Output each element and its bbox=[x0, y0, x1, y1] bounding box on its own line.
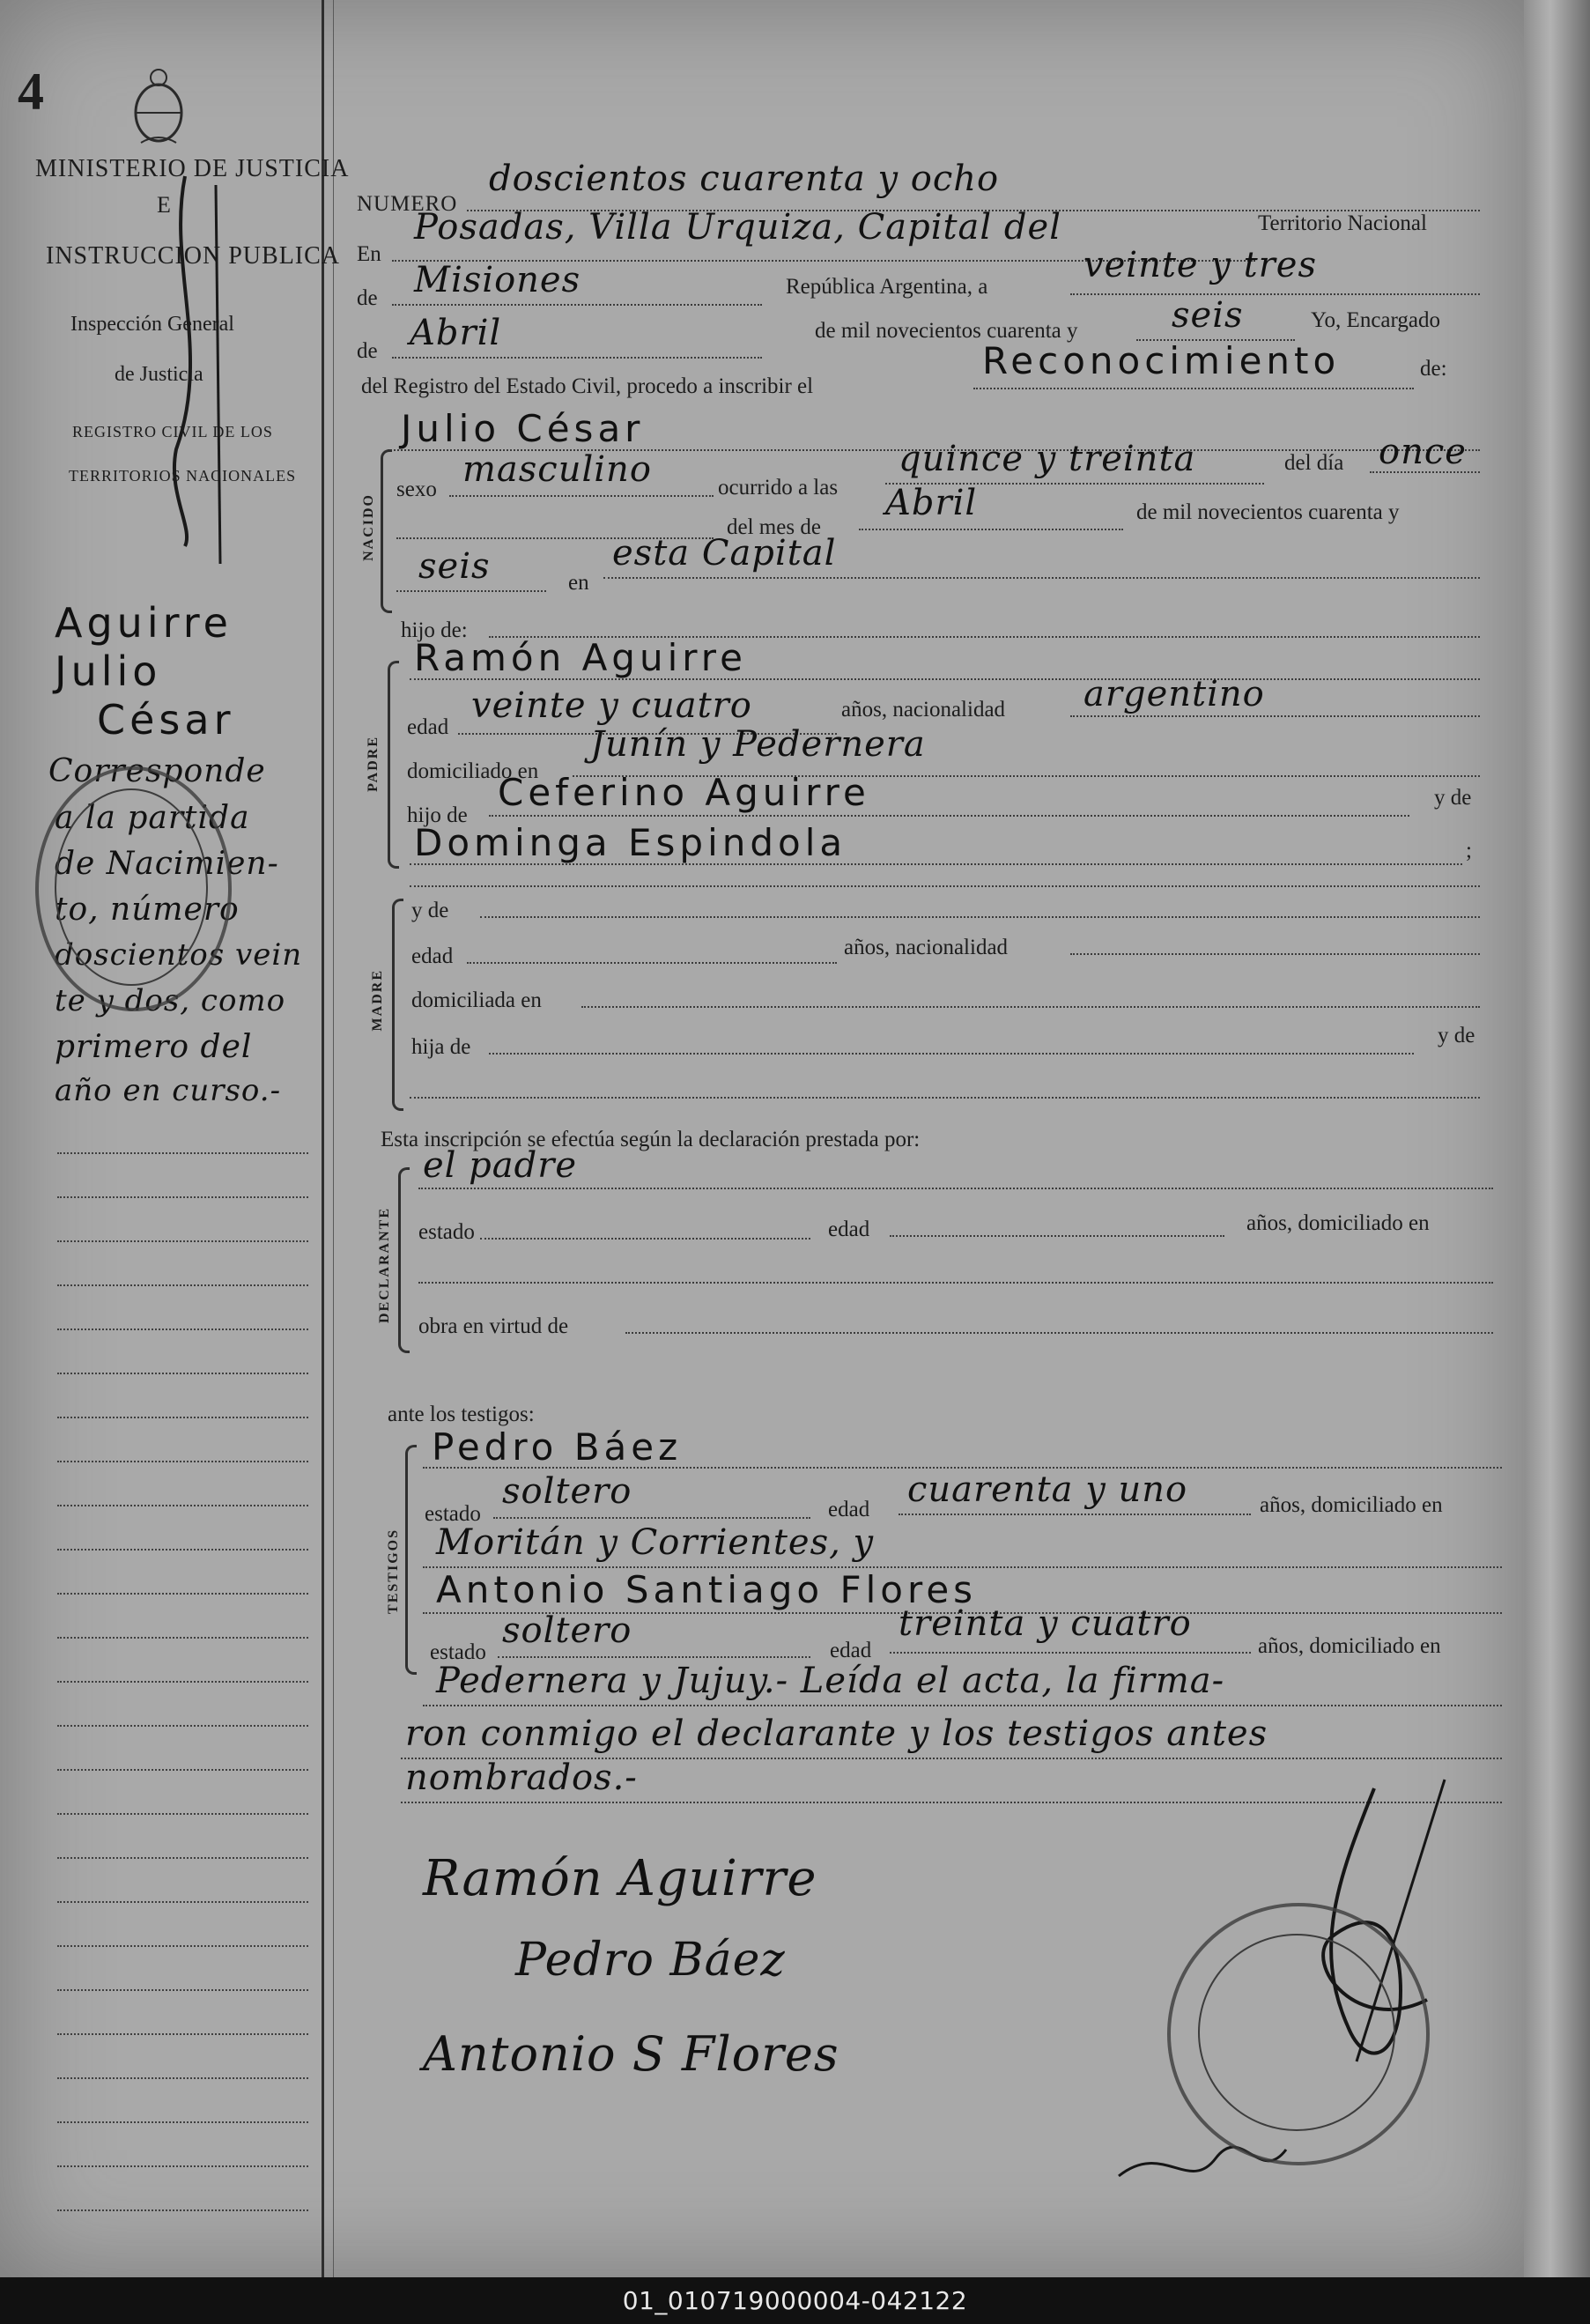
hijo-de2-label: hijo de bbox=[407, 803, 468, 827]
act-type-line bbox=[973, 388, 1414, 389]
w2-address: Pedernera y Jujuy.- Leída el acta, la firma- bbox=[436, 1661, 1225, 1701]
margin-line bbox=[57, 1901, 308, 1903]
margin-line bbox=[57, 1461, 308, 1462]
registro-label: del Registro del Estado Civil, procedo a inscribir el bbox=[361, 374, 814, 398]
madre-edad-label: edad bbox=[411, 944, 454, 968]
w2-estado: soltero bbox=[502, 1610, 632, 1651]
w1-address: Moritán y Corrientes, y bbox=[436, 1522, 875, 1563]
en2-label: en bbox=[568, 571, 589, 595]
child-name: Julio César bbox=[401, 407, 645, 450]
w1-edad: cuarenta y uno bbox=[907, 1469, 1188, 1510]
margin-line bbox=[57, 2209, 308, 2211]
margin-line bbox=[57, 1813, 308, 1815]
inscripcion-label: Esta inscripción se efectúa según la declaración prestada por: bbox=[381, 1128, 921, 1151]
madre-name-line bbox=[410, 885, 1480, 887]
hijo-de-label: hijo de: bbox=[401, 618, 468, 642]
madre-domic-line bbox=[581, 1006, 1480, 1008]
declarant-address-line bbox=[418, 1282, 1493, 1284]
testigos-intro: ante los testigos: bbox=[388, 1403, 535, 1426]
madre-section-label: MADRE bbox=[370, 969, 385, 1032]
province-line bbox=[392, 304, 762, 306]
estado-label: estado bbox=[418, 1220, 475, 1244]
grandmother-line bbox=[410, 863, 1462, 865]
page-edge bbox=[1524, 0, 1590, 2277]
birth-year-label: de mil novecientos cuarenta y bbox=[1136, 500, 1400, 524]
margin-line bbox=[57, 1725, 308, 1727]
padre-section-label: PADRE bbox=[366, 736, 381, 792]
inspection-line1: Inspección General bbox=[70, 313, 234, 336]
margin-line bbox=[57, 2033, 308, 2035]
signature-antonio-flores: Antonio S Flores bbox=[423, 2026, 839, 2082]
margin-line bbox=[57, 1152, 308, 1154]
official-registry-stamp-inner bbox=[1198, 1934, 1395, 2131]
numero-label: NUMERO bbox=[357, 192, 458, 216]
margin-note-line1: Aguirre bbox=[55, 599, 233, 647]
margin-line bbox=[57, 2077, 308, 2079]
margin-rule bbox=[322, 0, 324, 2277]
father-address: Junín y Pedernera bbox=[590, 724, 926, 765]
madre-y-de-label: y de bbox=[411, 899, 449, 922]
margin-note-line7: to, número bbox=[55, 892, 240, 928]
province-value: Misiones bbox=[414, 260, 581, 300]
y-de-label: y de bbox=[1434, 786, 1472, 810]
birth-month-line bbox=[859, 529, 1123, 530]
madre-domic-label: domiciliada en bbox=[411, 988, 542, 1012]
territorio-label: Territorio Nacional bbox=[1258, 211, 1427, 235]
margin-line bbox=[57, 1284, 308, 1286]
republica-label: República Argentina, a bbox=[786, 275, 988, 299]
madre-anos-label: años, nacionalidad bbox=[844, 936, 1009, 959]
encargado-label: Yo, Encargado bbox=[1311, 308, 1440, 332]
margin-line bbox=[57, 1637, 308, 1639]
margin-note-line9: te y dos, como bbox=[55, 983, 286, 1018]
closing-line1: ron conmigo el declarante y los testigos antes bbox=[405, 1713, 1268, 1754]
birth-place-line bbox=[603, 577, 1480, 579]
birth-month: Abril bbox=[885, 483, 978, 523]
margin-line bbox=[57, 2121, 308, 2123]
ministry-line3: INSTRUCCION PUBLICA bbox=[46, 242, 341, 270]
de3-label: de: bbox=[1420, 357, 1447, 381]
del-dia-label: del día bbox=[1284, 451, 1344, 475]
w1-anos-label: años, domiciliado en bbox=[1260, 1493, 1443, 1517]
grandfather-line bbox=[489, 815, 1409, 817]
margin-note-line2: Julio bbox=[55, 648, 162, 695]
inspection-line2: de Justicia bbox=[115, 363, 203, 386]
w2-edad: treinta y cuatro bbox=[899, 1603, 1192, 1644]
margin-line bbox=[57, 1681, 308, 1683]
grandmother: Dominga Espindola bbox=[414, 821, 847, 864]
father-anos-label: años, nacionalidad bbox=[841, 698, 1006, 722]
birth-year: seis bbox=[418, 546, 491, 587]
w2-anos-label: años, domiciliado en bbox=[1258, 1634, 1441, 1658]
document-id: 01_010719000004-042122 bbox=[622, 2286, 968, 2315]
day-line bbox=[1070, 293, 1480, 295]
declarant: el padre bbox=[423, 1145, 578, 1186]
margin-line bbox=[57, 1196, 308, 1198]
registry-line1: REGISTRO CIVIL DE LOS bbox=[72, 423, 273, 440]
birth-day: once bbox=[1379, 432, 1467, 472]
father-edad-label: edad bbox=[407, 715, 449, 739]
margin-line bbox=[57, 1989, 308, 1991]
father-name-line bbox=[410, 678, 1480, 680]
margin-line bbox=[57, 2165, 308, 2167]
edad2-label: edad bbox=[828, 1218, 870, 1241]
nacido-section-label: NACIDO bbox=[361, 493, 376, 561]
margin-line bbox=[57, 1373, 308, 1374]
ocurrido-label: ocurrido a las bbox=[718, 476, 839, 500]
padre-brace bbox=[388, 661, 399, 869]
anos-domic-label: años, domiciliado en bbox=[1246, 1211, 1430, 1235]
madre-hija-label: hija de bbox=[411, 1035, 471, 1059]
madre-y-de-line bbox=[480, 916, 1480, 918]
ministry-line2: E bbox=[157, 192, 171, 218]
ministry-line1: MINISTERIO DE JUSTICIA bbox=[35, 155, 350, 182]
father-name: Ramón Aguirre bbox=[414, 636, 747, 679]
de-label: de bbox=[357, 286, 378, 310]
edad2-line bbox=[890, 1235, 1224, 1237]
sexo-label: sexo bbox=[396, 477, 437, 501]
margin-signature-icon bbox=[132, 159, 238, 564]
testigos-section-label: TESTIGOS bbox=[386, 1528, 401, 1614]
del-mes-label: del mes de bbox=[727, 515, 821, 539]
margin-rule-secondary bbox=[333, 0, 334, 2277]
obra-line bbox=[625, 1332, 1493, 1334]
de2-label: de bbox=[357, 339, 378, 363]
closing-line2: nombrados.- bbox=[405, 1758, 638, 1798]
w2-estado-label: estado bbox=[430, 1640, 486, 1664]
w1-estado-line bbox=[493, 1517, 810, 1519]
act-type: Reconocimiento bbox=[982, 339, 1341, 382]
w1-edad-line bbox=[899, 1514, 1251, 1515]
w2-address-line bbox=[423, 1705, 1502, 1706]
margin-note-line6: de Nacimien- bbox=[55, 846, 279, 882]
birth-year-line bbox=[396, 590, 546, 592]
day-value: veinte y tres bbox=[1083, 245, 1317, 285]
w1-edad-label: edad bbox=[828, 1498, 870, 1521]
declarante-section-label: DECLARANTE bbox=[377, 1207, 392, 1324]
grandfather: Ceferino Aguirre bbox=[498, 771, 870, 814]
month-line bbox=[392, 357, 762, 359]
w2-edad-line bbox=[890, 1652, 1251, 1654]
sexo-line bbox=[449, 495, 714, 497]
margin-line bbox=[57, 1329, 308, 1330]
margin-line bbox=[57, 1240, 308, 1242]
margin-note-line4: Corresponde bbox=[48, 753, 266, 789]
w1-estado-label: estado bbox=[425, 1502, 481, 1526]
madre-last-line bbox=[410, 1097, 1480, 1099]
birth-day-line bbox=[1370, 471, 1480, 473]
father-age: veinte y cuatro bbox=[471, 685, 752, 726]
margin-line bbox=[57, 1945, 308, 1947]
margin-note-line5: a la partida bbox=[55, 800, 250, 836]
father-domiciliado-label: domiciliado en bbox=[407, 759, 539, 783]
semicolon: ; bbox=[1466, 839, 1472, 862]
year-label: de mil novecientos cuarenta y bbox=[815, 319, 1078, 343]
margin-registry-stamp-inner bbox=[55, 788, 208, 986]
margin-line bbox=[57, 1593, 308, 1595]
margin-line bbox=[57, 1505, 308, 1506]
nacido-brace bbox=[381, 449, 392, 613]
father-nationality-line bbox=[1070, 715, 1480, 717]
margin-note-line8: doscientos vein bbox=[55, 937, 303, 973]
witness1-name: Pedro Báez bbox=[432, 1425, 683, 1469]
margin-note-line3: César bbox=[97, 696, 235, 744]
month-value: Abril bbox=[410, 313, 502, 353]
margin-line bbox=[57, 1549, 308, 1551]
madre-hija-line bbox=[489, 1053, 1414, 1055]
margin-note-line10: primero del bbox=[55, 1029, 253, 1065]
testigos-brace bbox=[405, 1445, 417, 1675]
margin-note-line11: año en curso.- bbox=[55, 1073, 282, 1108]
witness2-name: Antonio Santiago Flores bbox=[436, 1568, 978, 1611]
page-number: 4 bbox=[18, 63, 44, 121]
w2-edad-label: edad bbox=[830, 1639, 872, 1662]
hour-value: quince y treinta bbox=[899, 439, 1196, 479]
witness1-line bbox=[423, 1467, 1502, 1469]
declarante-brace bbox=[398, 1167, 410, 1353]
declarant-line bbox=[418, 1188, 1493, 1189]
madre-nac-line bbox=[1070, 953, 1480, 955]
margin-line bbox=[57, 1417, 308, 1418]
estado-line bbox=[480, 1238, 810, 1240]
w2-estado-line bbox=[498, 1656, 810, 1658]
coat-of-arms-icon bbox=[123, 62, 194, 150]
signature-pedro-baez: Pedro Báez bbox=[515, 1934, 786, 1987]
birth-place: esta Capital bbox=[612, 533, 837, 574]
place-value: Posadas, Villa Urquiza, Capital del bbox=[414, 207, 1061, 248]
margin-line bbox=[57, 1857, 308, 1859]
en-label: En bbox=[357, 242, 381, 266]
sexo-value: masculino bbox=[462, 449, 652, 490]
numero-value: doscientos cuarenta y ocho bbox=[489, 159, 1000, 199]
obra-label: obra en virtud de bbox=[418, 1314, 569, 1338]
madre-edad-line bbox=[467, 962, 837, 964]
father-nationality: argentino bbox=[1083, 674, 1265, 714]
madre-brace bbox=[392, 899, 403, 1111]
madre-y-de2-label: y de bbox=[1438, 1024, 1475, 1047]
signature-ramon-aguirre: Ramón Aguirre bbox=[423, 1850, 817, 1907]
w1-estado: soltero bbox=[502, 1471, 632, 1512]
registry-line2: TERRITORIOS NACIONALES bbox=[69, 467, 297, 485]
year-value: seis bbox=[1172, 295, 1244, 336]
margin-line bbox=[57, 1769, 308, 1771]
